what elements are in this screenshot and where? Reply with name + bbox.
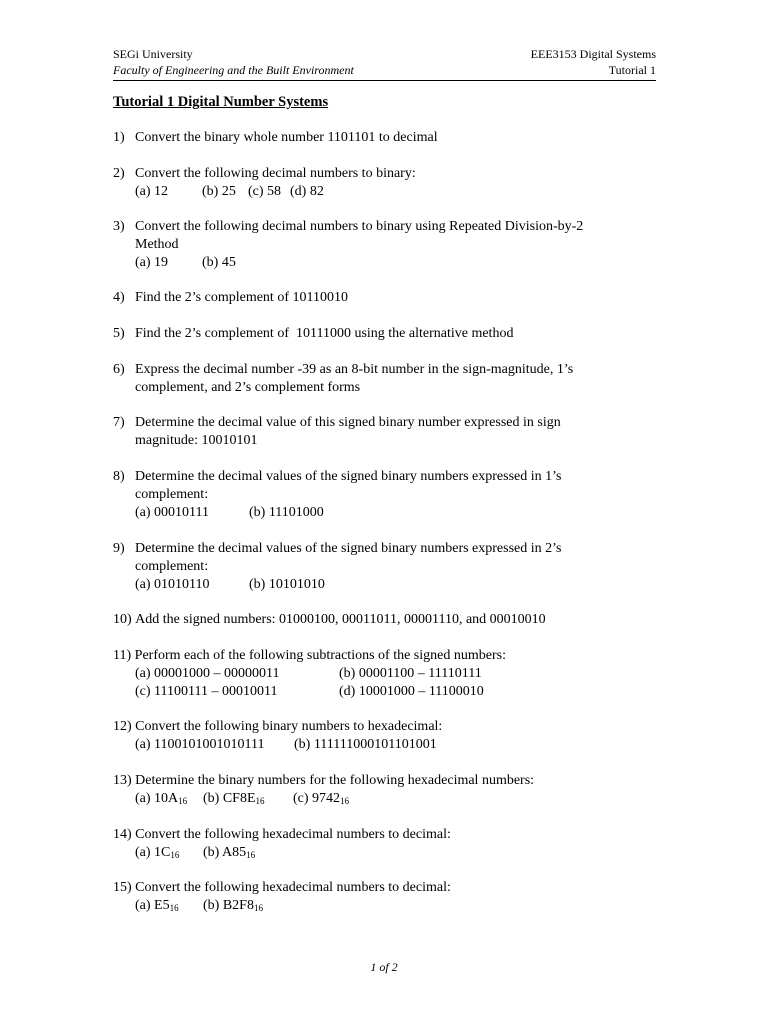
question-1: [113, 129, 658, 147]
question-13: [113, 772, 658, 808]
header-right: [531, 46, 656, 78]
option-c: (c) 11100111 – 00010011: [135, 684, 278, 699]
question-number: 15): [113, 880, 132, 895]
question-text: Find the 2’s complement of 10110010: [135, 290, 348, 305]
question-text: Convert the following hexadecimal numbers to decimal:: [135, 827, 451, 842]
question-text-line-2: magnitude: 10010101: [135, 433, 258, 448]
option-a: (a) 00001000 – 00000011: [135, 666, 280, 681]
option-b: (b) 111111000101101001: [294, 737, 437, 752]
question-12: [113, 718, 658, 754]
question-number: 14): [113, 827, 132, 842]
question-text-line-2: complement:: [135, 487, 209, 502]
question-number: 3): [113, 219, 125, 234]
question-14: [113, 826, 658, 862]
option-c: (c) 58: [248, 184, 282, 199]
question-text: Convert the following binary numbers to hexadecimal:: [135, 719, 443, 734]
option-d: (d) 10001000 – 11100010: [339, 684, 484, 699]
option-b: (b) 25: [202, 184, 236, 199]
question-text: Add the signed numbers: 01000100, 00011011, 00001110, and 00010010: [135, 612, 546, 627]
question-text-line-2: Method: [135, 237, 179, 252]
tutorial-label: Tutorial 1: [608, 63, 656, 77]
question-15: [113, 879, 658, 915]
question-number: 13): [113, 773, 132, 788]
question-text-line-1: Determine the decimal values of the signed binary numbers expressed in 2’s: [135, 541, 562, 556]
option-b: (b) 11101000: [249, 505, 324, 520]
option-b: (b) $A85_{16}$: [203, 845, 256, 860]
option-b: (b) $CF8E_{16}$: [203, 791, 265, 806]
question-number: 9): [113, 541, 125, 556]
question-number: 1): [113, 130, 125, 145]
option-a: (a) $1C_{16}$: [135, 845, 180, 860]
question-7: [113, 414, 658, 450]
question-text: Determine the binary numbers for the following hexadecimal numbers:: [135, 773, 535, 788]
question-11: [113, 647, 658, 701]
option-a: (a) $E5_{16}$: [135, 898, 179, 913]
option-b: (b) $B2F8_{16}$: [203, 898, 263, 913]
option-d: (d) 82: [290, 184, 324, 199]
question-9: [113, 540, 658, 594]
university-name: SEGi University: [113, 47, 193, 61]
question-text: Convert the following hexadecimal numbers to decimal:: [135, 880, 451, 895]
question-8: [113, 468, 658, 522]
course-name: EEE3153 Digital Systems: [530, 47, 656, 61]
question-text-line-1: Convert the following decimal numbers to binary using Repeated Division-by-2: [135, 219, 584, 234]
question-10: [113, 611, 658, 629]
faculty-name: Faculty of Engineering and the Built Environment: [113, 63, 354, 77]
question-text-line-1: Determine the decimal values of the signed binary numbers expressed in 1’s: [135, 469, 562, 484]
question-text-line-2: complement:: [135, 559, 209, 574]
option-b: (b) 45: [202, 255, 236, 270]
question-number: 4): [113, 290, 125, 305]
option-a: (a) 01010110: [135, 577, 210, 592]
question-text: Convert the binary whole number 1101101 to decimal: [135, 130, 438, 145]
question-text: Convert the following decimal numbers to binary:: [135, 166, 416, 181]
option-a: (a) 1100101001010111: [135, 737, 265, 752]
question-3: [113, 218, 658, 272]
question-text-line-2: complement, and 2’s complement forms: [135, 380, 361, 395]
question-number: 5): [113, 326, 125, 341]
header-left: [113, 46, 354, 78]
question-number: 2): [113, 166, 125, 181]
question-number: 10): [113, 612, 132, 627]
question-6: [113, 361, 658, 397]
question-number: 11): [113, 648, 132, 663]
option-b: (b) 10101010: [249, 577, 325, 592]
question-number: 8): [113, 469, 125, 484]
page-title: Tutorial 1 Digital Number Systems: [113, 94, 329, 110]
question-text: Perform each of the following subtractions of the signed numbers:: [131, 648, 506, 663]
question-text-line-1: Express the decimal number -39 as an 8-bit number in the sign-magnitude, 1’s: [135, 362, 574, 377]
question-number: 12): [113, 719, 132, 734]
question-number: 7): [113, 415, 125, 430]
page-header: [113, 46, 656, 81]
option-a: (a) 19: [135, 255, 169, 270]
question-number: 6): [113, 362, 125, 377]
option-c: (c) $9742_{16}$: [293, 791, 350, 806]
option-a: (a) 00010111: [135, 505, 209, 520]
option-a: (a) $10A_{16}$: [135, 791, 188, 806]
question-2: [113, 165, 658, 201]
option-a: (a) 12: [135, 184, 169, 199]
question-5: [113, 325, 658, 343]
option-b: (b) 00001100 – 11110111: [339, 666, 482, 681]
question-text-line-1: Determine the decimal value of this signed binary number expressed in sign: [135, 415, 561, 430]
page-number: 1 of 2: [370, 960, 398, 974]
question-4: [113, 289, 658, 307]
question-text: Find the 2’s complement of 10111000 using the alternative method: [135, 326, 514, 341]
